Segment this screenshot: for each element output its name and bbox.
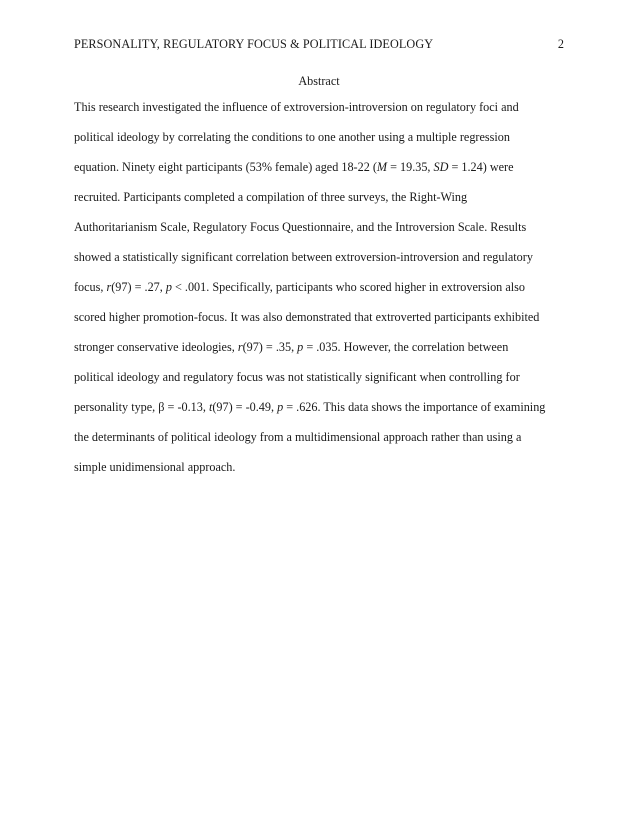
page-number: 2 — [557, 37, 564, 51]
abstract-heading: Abstract — [298, 74, 340, 88]
text-segment: Authoritarianism Scale, Regulatory Focus Questionnaire, and the Introversion Scale. Results — [74, 220, 527, 234]
abstract-line — [74, 152, 566, 182]
text-segment: < .001. Specifically, participants who scored higher in extroversion also — [171, 280, 525, 294]
text-segment: = .626. This data shows the importance of examining — [283, 400, 546, 414]
abstract-line — [74, 272, 566, 302]
text-segment: stronger conservative ideologies, — [74, 340, 238, 354]
abstract-line — [74, 362, 566, 392]
stat-symbol: SD — [433, 160, 449, 174]
stat-symbol: r — [237, 340, 243, 354]
abstract-body — [74, 92, 566, 482]
stat-symbol: p — [165, 280, 172, 294]
abstract-line — [74, 452, 566, 482]
text-segment: This research investigated the influence of extroversion-introversion on regulatory foci and — [74, 100, 519, 114]
abstract-line — [74, 212, 566, 242]
abstract-line — [74, 392, 566, 422]
text-segment: personality type, β = -0.13, — [74, 400, 209, 414]
text-segment: showed a statistically significant correlation between extroversion-introversion and regulatory — [74, 250, 533, 264]
abstract-line — [74, 92, 566, 122]
stat-symbol: t — [208, 400, 213, 414]
abstract-line — [74, 332, 566, 362]
text-segment: (97) = -0.49, — [212, 400, 278, 414]
text-segment: political ideology and regulatory focus was not statistically significant when controlling for — [74, 370, 520, 384]
text-segment: political ideology by correlating the conditions to one another using a multiple regression — [74, 130, 510, 144]
text-segment: recruited. Participants completed a compilation of three surveys, the Right-Wing — [74, 190, 468, 204]
text-segment: scored higher promotion-focus. It was also demonstrated that extroverted participants exhibited — [74, 310, 540, 324]
stat-symbol: p — [297, 340, 304, 354]
text-segment: equation. Ninety eight participants (53% female) aged 18-22 ( — [74, 160, 377, 174]
stat-symbol: r — [106, 280, 112, 294]
running-head: PERSONALITY, REGULATORY FOCUS & POLITICAL IDEOLOGY — [74, 37, 434, 51]
text-segment: = .035. However, the correlation between — [303, 340, 509, 354]
abstract-line — [74, 182, 566, 212]
abstract-line — [74, 302, 566, 332]
text-segment: focus, — [74, 280, 107, 294]
stat-symbol: p — [277, 400, 284, 414]
abstract-line — [74, 242, 566, 272]
text-segment: the determinants of political ideology from a multidimensional approach rather than using a — [74, 430, 522, 444]
text-segment: (97) = .27, — [111, 280, 166, 294]
abstract-line — [74, 122, 566, 152]
text-segment: (97) = .35, — [242, 340, 298, 354]
abstract-line — [74, 422, 566, 452]
text-segment: simple unidimensional approach. — [74, 460, 236, 474]
text-segment: = 19.35, — [387, 160, 434, 174]
stat-symbol: M — [376, 160, 388, 174]
text-segment: = 1.24) were — [448, 160, 514, 174]
